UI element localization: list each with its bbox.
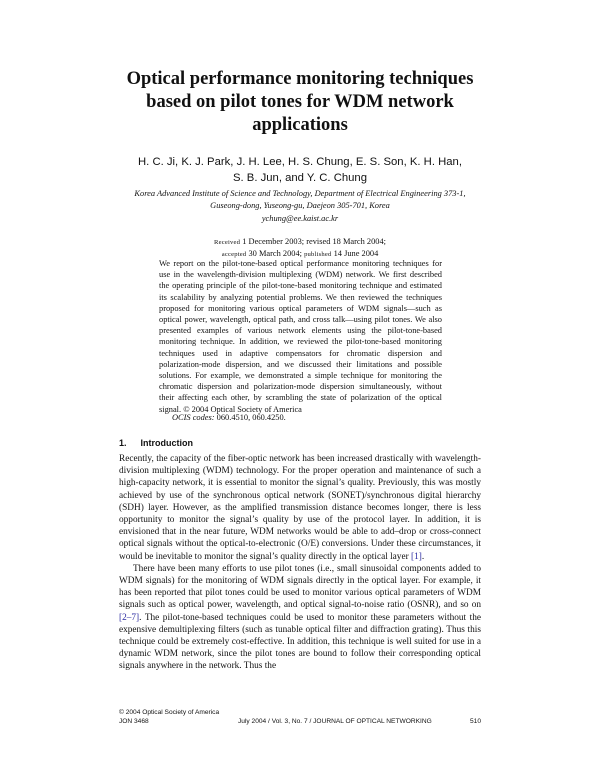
- paragraph-1: [119, 453, 481, 563]
- title-line-3: applications: [252, 115, 348, 135]
- revised-date: 18 March 2004;: [332, 237, 386, 246]
- paragraph-2: [119, 563, 481, 673]
- ocis-label: OCIS codes:: [172, 413, 215, 422]
- citation-link[interactable]: [2–7]: [119, 612, 140, 623]
- affiliation-line-1: Korea Advanced Institute of Science and Technology, Department of Electrical Engineering 373-1,: [134, 189, 466, 198]
- paragraph-1-text: Recently, the capacity of the fiber-optic network has been increased drastically with wavelength-division multiplexing (WDM) technology. For the proper operation and maintenance of such a high-capacity network, it is essential to monitor the signal’s quality. Previously, this was mostly achieved by use of the synchronous optical network (SONET)/synchronous digital hierarchy (SDH) layer. However, as the amplified transmission distance becomes longer, there is less opportunity to monitor the signal’s quality by use of the protocol layer. In addition, it is envisioned that in the near future, WDM networks would be able to add–drop or cross-connect optical signals without the optical-to-electronic (O/E) conversions. Under these circumstances, it would be inevitable to monitor the signal’s quality directly in the optical layer: [119, 454, 481, 562]
- affiliation: [110, 188, 490, 212]
- author-email[interactable]: ychung@ee.kaist.ac.kr: [261, 214, 339, 223]
- body-text: [119, 453, 481, 673]
- title-line-1: Optical performance monitoring techniques: [126, 69, 474, 89]
- author-list: [80, 154, 520, 186]
- ocis-values: 060.4510, 060.4250.: [216, 413, 286, 422]
- abstract: We report on the pilot-tone-based optical performance monitoring techniques for use in the wavelength-division multiplexing (WDM) network. We first described the operating principle of the pilot-tone-based monitoring technique and estimated its scalability by analyzing potential problems. We then reviewed the techniques proposed for monitoring various optical parameters of WDM signals—such as optical power, wavelength, optical path, and cross talk—using pilot tones. We also presented examples of various network elements using the pilot-tone-based monitoring technique. In addition, we reviewed the pilot-tone-based monitoring techniques used in adaptive compensators for chromatic dispersion and polarization-mode dispersion, and we discussed their limitations and possible solutions. For example, we demonstrated a simple technique for monitoring the chromatic dispersion and polarization-mode dispersion simultaneously, without their affecting each other, by scrambling the state of polarization of the optical signal. © 2004 Optical Society of America: [159, 259, 442, 414]
- paper-title: [90, 68, 510, 137]
- paragraph-2-end: . The pilot-tone-based techniques could be used to monitor these parameters without the expensive demultiplexing filters (such as tunable optical filter and diffraction grating). Thus this technique could be extremely cost-effective. In addition, this technique is well suited for use in a dynamic WDM network, since the pilot tones are bound to follow their corresponding optical signals anywhere in the network. Thus the: [119, 612, 481, 672]
- authors-line-1: H. C. Ji, K. J. Park, J. H. Lee, H. S. Chung, E. S. Son, K. H. Han,: [138, 156, 462, 168]
- accepted-label: accepted: [221, 251, 247, 258]
- published-date: 14 June 2004: [333, 249, 379, 258]
- authors-line-2: S. B. Jun, and Y. C. Chung: [233, 172, 367, 184]
- paragraph-2-text: There have been many efforts to use pilot tones (i.e., small sinusoidal components added to WDM signals) for the monitoring of WDM signals directly in the optical layer. For example, it has been reported that pilot tones could be used to monitor various optical parameters of WDM signals such as optical power, wavelength, and optical signal-to-noise ratio (OSNR), and so on: [119, 563, 481, 611]
- title-line-2: based on pilot tones for WDM network: [146, 92, 454, 112]
- paragraph-1-end: .: [421, 551, 425, 562]
- footer-copyright: © 2004 Optical Society of America: [119, 709, 220, 716]
- section-heading: [119, 438, 193, 448]
- section-title: Introduction: [140, 438, 194, 448]
- revised-label: revised: [306, 237, 331, 246]
- ocis-codes: [172, 413, 286, 422]
- section-number: 1.: [119, 438, 127, 448]
- accepted-date: 30 March 2004;: [248, 249, 302, 258]
- published-label: published: [304, 251, 332, 258]
- citation-link[interactable]: [1]: [411, 551, 422, 562]
- footer-jon: JON 3468: [119, 718, 149, 725]
- footer-journal: July 2004 / Vol. 3, No. 7 / JOURNAL OF OPTICAL NETWORKING: [238, 718, 432, 725]
- received-date: 1 December 2003: [242, 237, 302, 246]
- page-footer: [119, 708, 481, 725]
- received-label: Received: [214, 239, 241, 246]
- affiliation-line-2: Guseong-dong, Yuseong-gu, Daejeon 305-701, Korea: [210, 201, 390, 210]
- publication-dates: Received 1 December 2003; revised 18 March 2004; accepted 30 March 2004; published 14 June 2004: [214, 237, 386, 258]
- page-number: 510: [469, 718, 481, 725]
